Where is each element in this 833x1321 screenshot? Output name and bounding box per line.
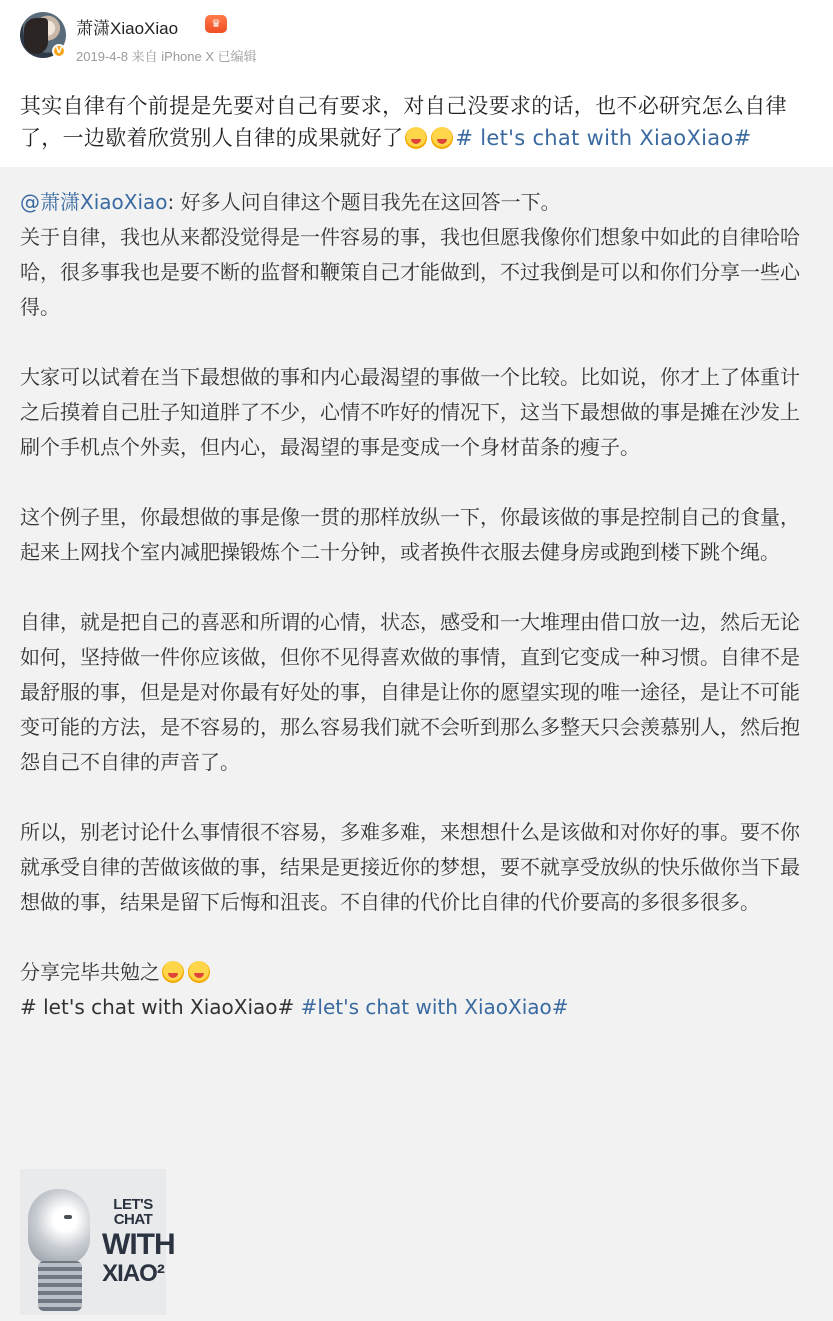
repost-intro: : 好多人问自律这个题目我先在这回答一下。 — [167, 190, 561, 214]
thumbnail-line-2: WITH — [102, 1228, 175, 1261]
yum-face-icon — [405, 127, 427, 149]
repost-paragraph: 自律，就是把自己的喜恶和所谓的心情，状态，感受和一大堆理由借口放一边，然后无论如何，坚持做一件你应该做，但你不见得喜欢做的事情，直到它变成一种习惯。自律不是最舒服的事，但是是对你最有好处的事，自律是让你的愿望实现的唯一途径，是让不可能变可能的方法，是不容易的，那么容易我们就不会听到那么多整天只会羡慕别人，然后抱怨自己不自律的声音了。 — [20, 610, 800, 774]
thumbnail-title — [102, 1196, 175, 1287]
robot-neck-image — [38, 1261, 82, 1311]
repost-text — [20, 185, 812, 1025]
repost-paragraph: 所以，别老讨论什么事情很不容易，多难多难，来想想什么是该做和对你好的事。要不你就承受自律的苦做该做的事，结果是更接近你的梦想，要不就享受放纵的快乐做你当下最想做的事，结果是留下后悔和沮丧。不自律的代价比自律的代价要高的多很多很多。 — [20, 820, 800, 914]
repost-tags — [20, 990, 812, 1025]
avatar-hair — [24, 18, 48, 54]
closing-text: 分享完毕共勉之 — [20, 960, 160, 984]
reposted-content — [0, 167, 833, 1321]
hashtag-link[interactable]: #let's chat with XiaoXiao# — [300, 995, 569, 1019]
repost-closing — [20, 955, 812, 990]
post-meta: 2019-4-8 来自 iPhone X 已编辑 — [76, 49, 257, 64]
yum-face-icon — [431, 127, 453, 149]
wink-tongue-icon — [162, 961, 184, 983]
thumbnail-line-3: XIAO² — [102, 1260, 164, 1287]
vip-crown-icon: ♛ — [205, 15, 227, 33]
username[interactable]: 萧潇XiaoXiao — [76, 19, 179, 38]
robot-head-image — [28, 1189, 90, 1265]
post-text — [20, 90, 820, 154]
verified-badge-icon: V — [52, 44, 66, 58]
repost-first-line — [20, 185, 812, 220]
post-header — [0, 0, 833, 80]
robot-eye — [64, 1215, 72, 1219]
mention-link[interactable]: @萧潇XiaoXiao — [20, 190, 168, 214]
post-lead-text: 其实自律有个前提是先要对自己有要求，对自己没要求的话，也不必研究怎么自律了，一边歇着欣赏别人自律的成果就好了 — [20, 94, 787, 150]
repost-paragraph: 关于自律，我也从来都没觉得是一件容易的事，我也但愿我像你们想象中如此的自律哈哈哈，很多事我也是要不断的监督和鞭策自己才能做到，不过我倒是可以和你们分享一些心得。 — [20, 225, 800, 319]
post-hashtag-link[interactable]: # let's chat with XiaoXiao# — [455, 126, 752, 150]
wink-tongue-icon — [188, 961, 210, 983]
attached-image-thumbnail[interactable] — [20, 1169, 175, 1315]
repost-paragraph: 大家可以试着在当下最想做的事和内心最渴望的事做一个比较。比如说，你才上了体重计之后摸着自己肚子知道胖了不少，心情不咋好的情况下，这当下最想做的事是摊在沙发上刷个手机点个外卖，但内心，最渴望的事是变成一个身材苗条的瘦子。 — [20, 365, 800, 459]
thumbnail-line-1: LET'S CHAT — [113, 1196, 153, 1228]
repost-paragraph: 这个例子里，你最想做的事是像一贯的那样放纵一下，你最该做的事是控制自己的食量，起来上网找个室内减肥操锻炼个二十分钟，或者换件衣服去健身房或跑到楼下跳个绳。 — [20, 505, 800, 564]
hashtag-text: # let's chat with XiaoXiao# — [20, 995, 295, 1019]
